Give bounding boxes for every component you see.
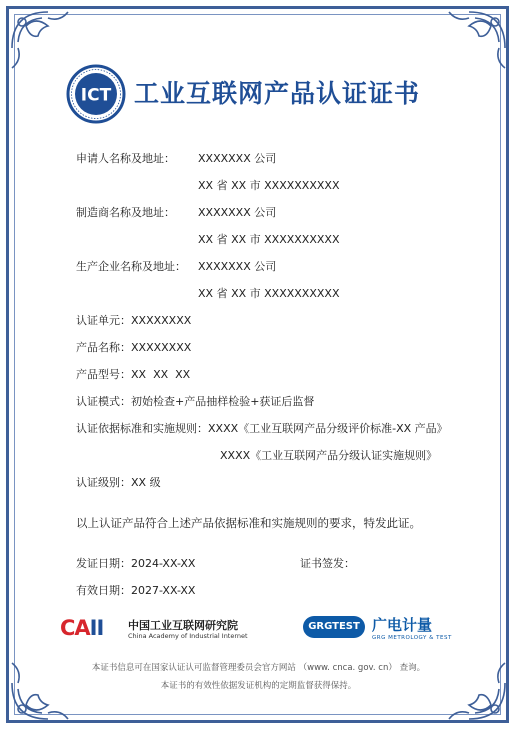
cert-level-row xyxy=(76,476,161,490)
issue-date-label: 发证日期： xyxy=(76,557,131,570)
caii-logo-blue-part: II xyxy=(89,616,104,640)
valid-date-row xyxy=(76,584,195,598)
producer-label: 生产企业名称及地址： xyxy=(76,260,186,273)
emblem-letters: ICT xyxy=(80,85,112,106)
product-name-label: 产品名称： xyxy=(76,341,131,354)
cert-level-value: XX 级 xyxy=(131,476,161,489)
manufacturer-name: XXXXXXX 公司 xyxy=(198,206,277,219)
applicant-label: 申请人名称及地址： xyxy=(76,152,175,165)
product-name-value: XXXXXXXX xyxy=(131,341,192,354)
manufacturer-label: 制造商名称及地址： xyxy=(76,206,175,219)
producer-address: XX 省 XX 市 XXXXXXXXXX xyxy=(198,287,340,300)
manufacturer-row xyxy=(76,206,175,220)
valid-date-value: 2027-XX-XX xyxy=(131,584,196,597)
producer-row xyxy=(76,260,186,274)
certification-emblem-logo xyxy=(66,64,126,124)
cert-basis-value-1: XXXX《工业互联网产品分级评价标准-XX 产品》 xyxy=(208,422,448,435)
product-name-row xyxy=(76,341,191,355)
cert-unit-row xyxy=(76,314,191,328)
applicant-row xyxy=(76,152,175,166)
issuer-logos xyxy=(60,614,460,650)
signature-label: 证书签发： xyxy=(300,557,355,570)
issue-date-row xyxy=(76,557,195,571)
cert-mode-value: 初始检查+产品抽样检验+获证后监督 xyxy=(131,395,315,408)
product-model-value: XX XX XX xyxy=(131,368,191,381)
caii-logo-red-part: CA xyxy=(60,616,90,640)
cert-basis-row xyxy=(76,422,448,436)
product-model-row xyxy=(76,368,190,382)
caii-logo xyxy=(60,616,103,640)
valid-date-label: 有效日期： xyxy=(76,584,131,597)
applicant-address: XX 省 XX 市 XXXXXXXXXX xyxy=(198,179,340,192)
caii-english-name: China Academy of Industrial Internet xyxy=(128,632,248,640)
footer-note-2: 本证书的有效性依据发证机构的定期监督获得保持。 xyxy=(160,681,357,691)
certification-statement: 以上认证产品符合上述产品依据标准和实施规则的要求，特发此证。 xyxy=(76,516,421,530)
footer-note-1: 本证书信息可在国家认证认可监督管理委员会官方网站 （www. cnca. gov. cn） 查询。 xyxy=(91,663,426,673)
cert-basis-label: 认证依据标准和实施规则： xyxy=(76,422,208,435)
cert-mode-row xyxy=(76,395,314,409)
cert-unit-label: 认证单元： xyxy=(76,314,131,327)
corner-ornament-top-right xyxy=(439,8,509,78)
caii-chinese-name: 中国工业互联网研究院 xyxy=(128,619,238,632)
grgt-english-name: GRG METROLOGY & TEST xyxy=(372,635,452,641)
grgt-chinese-name: 广电计量 xyxy=(372,616,433,634)
producer-name: XXXXXXX 公司 xyxy=(198,260,277,273)
cert-basis-value-2: XXXX《工业互联网产品分级认证实施规则》 xyxy=(220,449,438,462)
manufacturer-address: XX 省 XX 市 XXXXXXXXXX xyxy=(198,233,340,246)
cert-unit-value: XXXXXXXX xyxy=(131,314,192,327)
issue-date-value: 2024-XX-XX xyxy=(131,557,196,570)
product-model-label: 产品型号： xyxy=(76,368,131,381)
applicant-name: XXXXXXX 公司 xyxy=(198,152,277,165)
cert-level-label: 认证级别： xyxy=(76,476,131,489)
grgtest-logo: GRGTEST xyxy=(303,616,365,638)
cert-mode-label: 认证模式： xyxy=(76,395,131,408)
certificate-title: 工业互联网产品认证证书 xyxy=(134,79,421,108)
